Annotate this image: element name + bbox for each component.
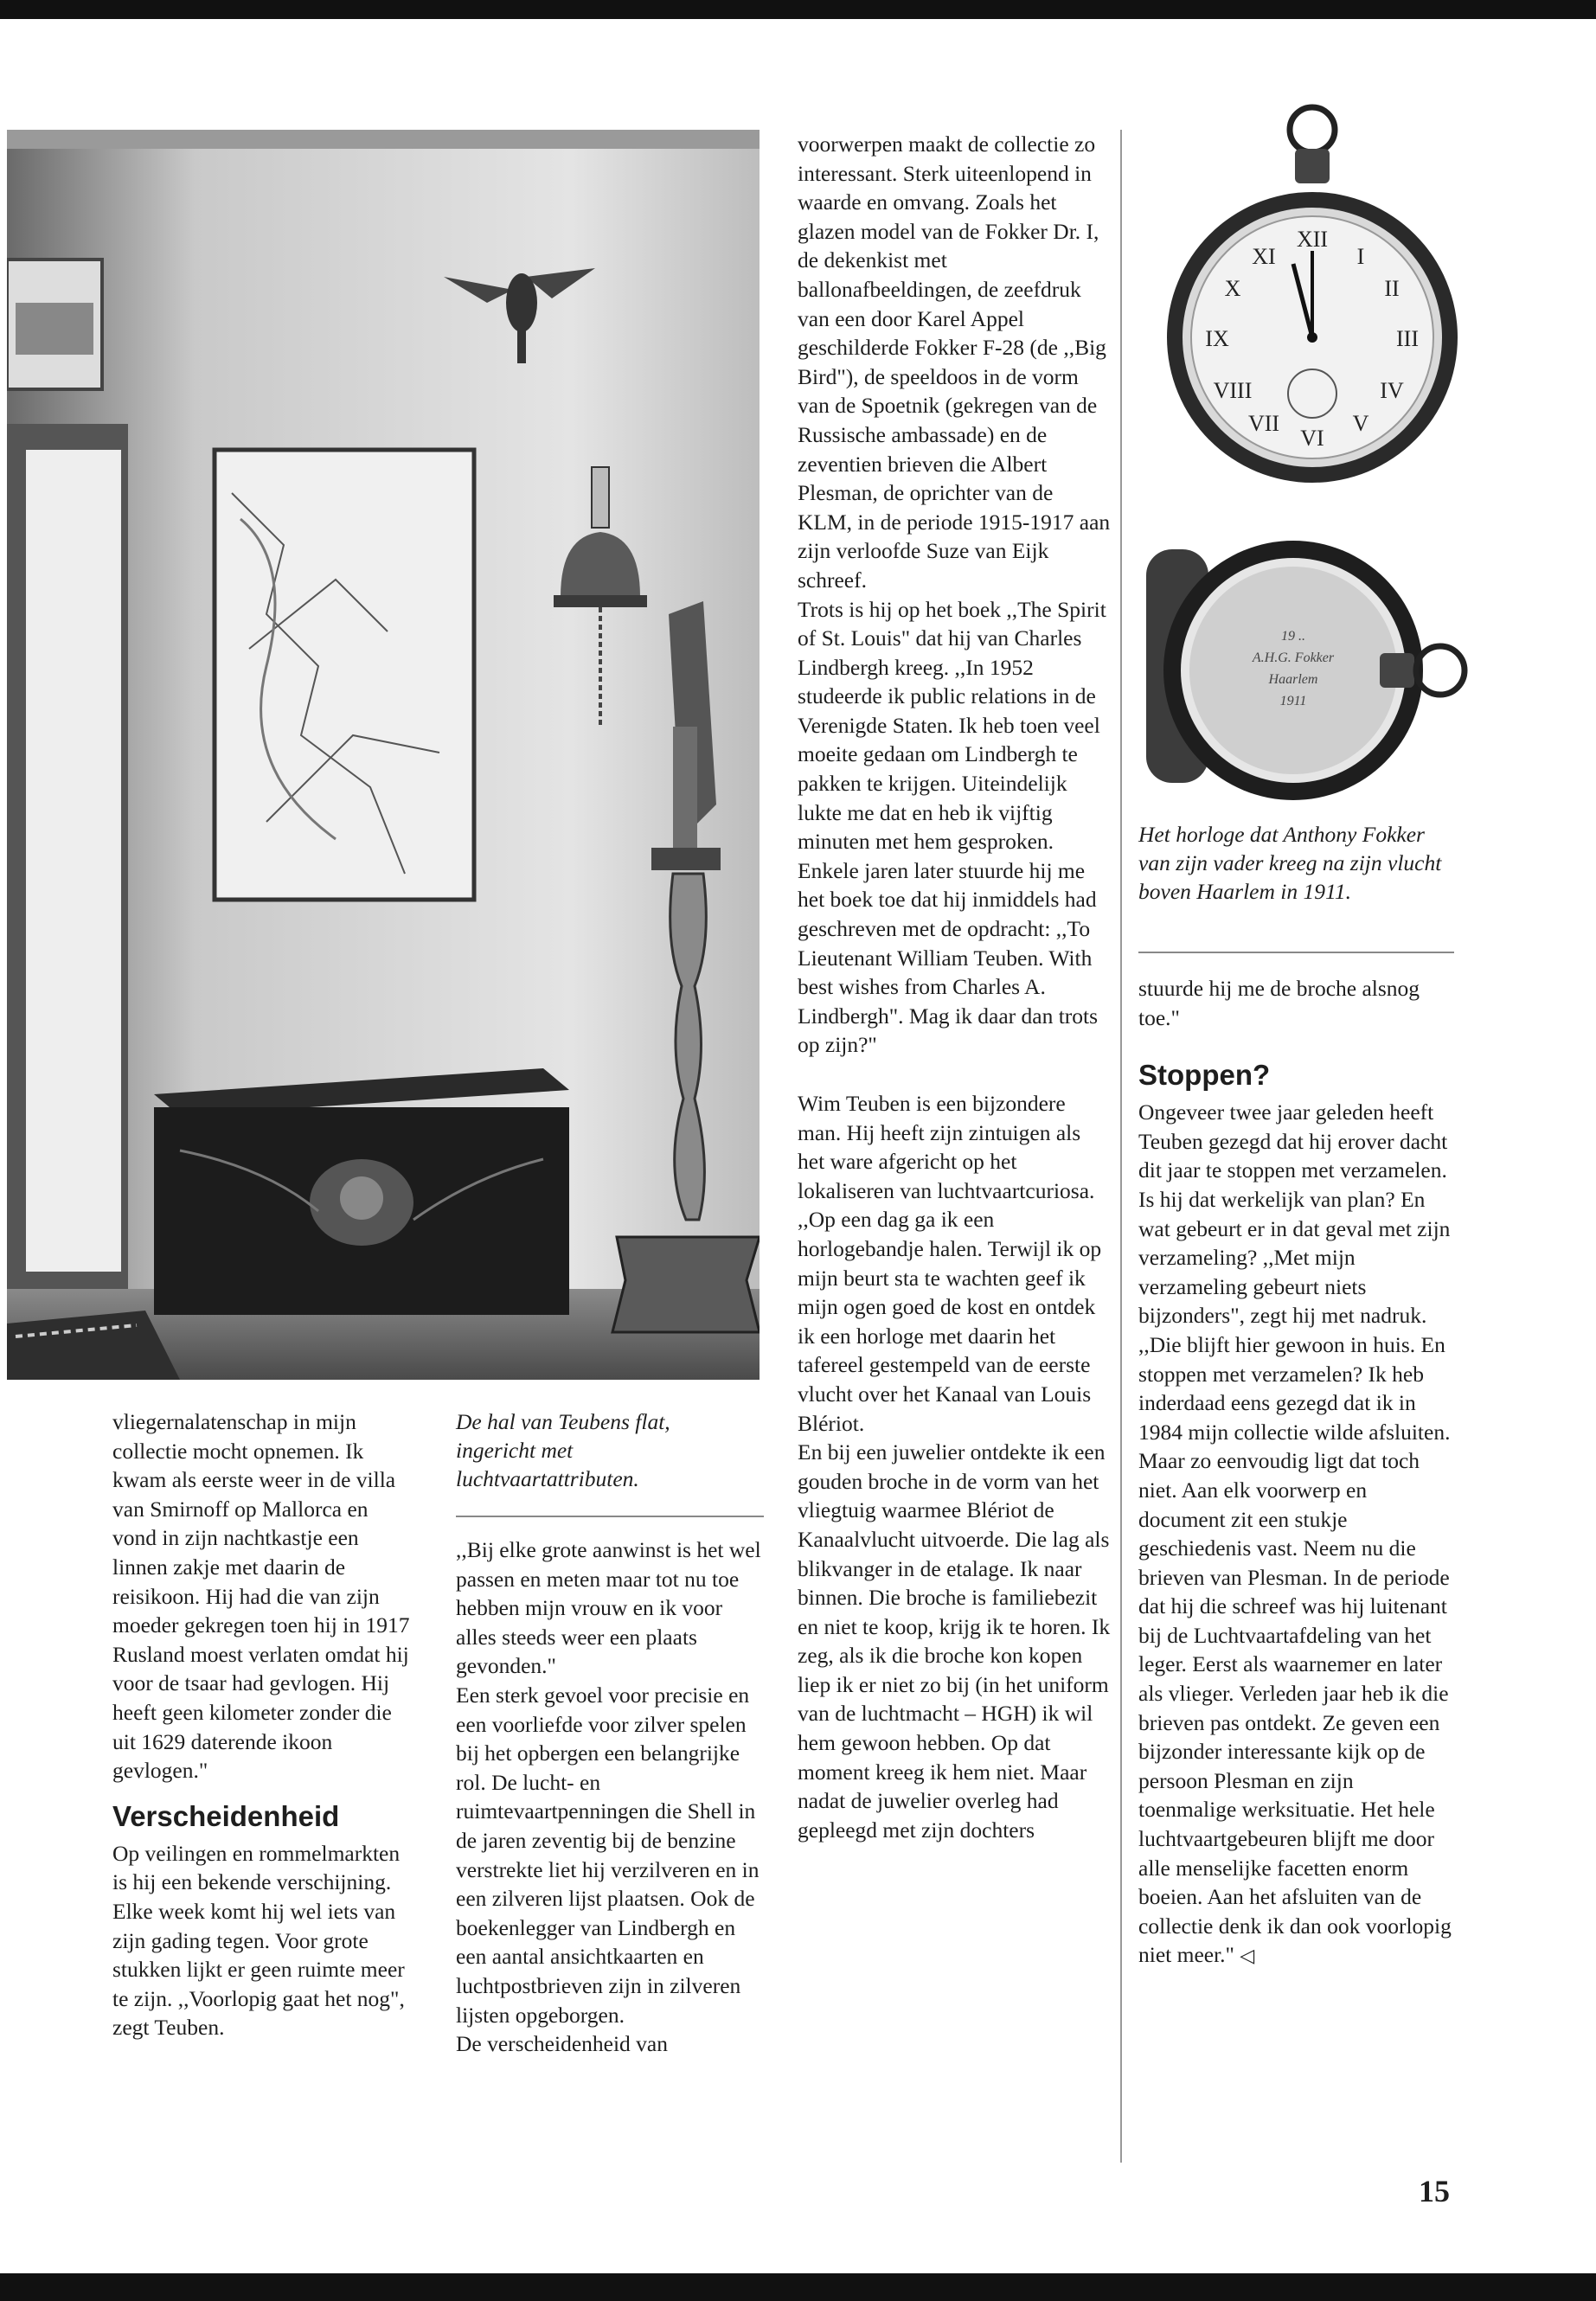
watch-caption: Het horloge dat Anthony Fokker van zijn vader kreeg na zijn vlucht boven Haarlem in 1911. bbox=[1138, 822, 1442, 904]
svg-text:IX: IX bbox=[1205, 326, 1229, 351]
column-divider bbox=[1120, 130, 1122, 2163]
column-3 bbox=[798, 130, 1111, 1844]
heading-verscheidenheid: Verscheidenheid bbox=[112, 1799, 340, 1832]
column-1 bbox=[112, 1407, 415, 2042]
engraving-line-1: 19 .. bbox=[1281, 629, 1305, 644]
photo-caption: De hal van Teubens flat, ingericht met luchtvaartattributen. bbox=[456, 1409, 670, 1491]
engraving-line-4: 1911 bbox=[1279, 694, 1307, 708]
engraving-line-2: A.H.G. Fokker bbox=[1252, 651, 1335, 665]
caption-divider bbox=[456, 1516, 764, 1517]
col2-paragraph-2: Een sterk gevoel voor precisie en een voorliefde voor zilver spelen bij het opbergen een belangrijke rol. De lucht- en ruimtevaartpenningen die Shell in de jaren zeventig bij de benzine verstrekte liet hij verzilveren en in een zilveren lijst plaatsen. Ook de boekenlegger van Lindbergh en een aantal ansichtkaarten en luchtpostbrieven zijn in zilveren lijsten opgeborgen. bbox=[456, 1682, 760, 2028]
col4-paragraph-2-text: Ongeveer twee jaar geleden heeft Teuben gezegd dat hij erover dacht dit jaar te stoppen met verzamelen. Is hij dat werkelijk van plan? En wat gebeurt er in dat geval met zijn verzameling? ,,Met mijn verzameling gebeurt niets bijzonders", zegt hij met nadruk. ,,Die blijft hier gewoon in huis. En stoppen met verzamelen? Ik heb inderdaad eens gezegd dat ik in 1984 mijn collectie wilde afsluiten. Maar zo eenvoudig ligt dat toch niet. Aan elk voorwerp en document zit een stukje geschiedenis vast. Neem nu die brieven van Plesman. In de periode dat hij die schreef was hij luitenant bij de Luchtvaartafdeling van het leger. Eerst als waarnemer en later als vlieger. Verleden jaar heb ik die brieven pas ontdekt. Ze geven een bijzonder interessante kijk op de persoon Plesman en zijn toenmalige werksituatie. Het hele luchtvaartgebeuren blijft me door alle menselijke facetten enorm boeien. Aan het afsluiten van de collectie denk ik dan ook voorlopig niet meer." bbox=[1138, 1099, 1452, 1968]
top-border bbox=[0, 0, 1596, 19]
col1-paragraph-2: Op veilingen en rommelmarkten is hij een bekende verschijning. Elke week komt hij wel iets van zijn gading tegen. Voor grote stukken lijkt er geen ruimte meer te zijn. ,,Voorlopig gaat het nog", zegt Teuben. bbox=[112, 1840, 405, 2041]
col3-paragraph-3: Wim Teuben is een bijzondere man. Hij heeft zijn zintuigen als het ware afgericht op het lokaliseren van luchtvaartcuriosa. ,,Op een dag ga ik een horlogebandje halen. Terwijl ik op mijn beurt sta te wachten geef ik mijn ogen goed de kost en ontdek ik een horloge met daarin het tafereel gestempeld van de eerste vlucht over het Kanaal van Louis Blériot. bbox=[798, 1091, 1102, 1436]
col3-paragraph-1: voorwerpen maakt de collectie zo interessant. Sterk uiteenlopend in waarde en omvang. Zoals het glazen model van de Fokker Dr. I, de dekenkist met ballonafbeeldingen, de zeefdruk van een door Karel Appel geschilderde Fokker F-28 (de ,,Big Bird"), de speeldoos in de vorm van de Spoetnik (gekregen van de Russische ambassade) en de zeventien brieven die Albert Plesman, de oprichter van de KLM, in de periode 1915-1917 aan zijn verloofde Suze van Eijk schreef. bbox=[798, 131, 1111, 593]
svg-text:V: V bbox=[1352, 411, 1369, 436]
svg-text:IV: IV bbox=[1380, 378, 1404, 403]
heading-stoppen: Stoppen? bbox=[1138, 1059, 1271, 1092]
end-mark-icon: ◁ bbox=[1240, 1945, 1255, 1968]
svg-text:VI: VI bbox=[1300, 426, 1324, 451]
col3-paragraph-2: Trots is hij op het boek ,,The Spirit of St. Louis" dat hij van Charles Lindbergh kreeg. ,,In 1952 studeerde ik public relations in de Verenigde Staten. Ik heb toen veel moeite gedaan om Lindbergh te pakken te krijgen. Uiteindelijk lukte me dat en heb ik vijftig minuten met hem gesproken. Enkele jaren later stuurde hij me het boek toe dat hij inmiddels had geschreven met de opdracht: ,,To Lieutenant William Teuben. With best wishes from Charles A. Lindbergh". Mag ik daar dan trots op zijn?" bbox=[798, 596, 1106, 1058]
page-number: 15 bbox=[1419, 2174, 1450, 2208]
column-4 bbox=[1138, 974, 1452, 1971]
bottom-border bbox=[0, 2273, 1596, 2301]
svg-text:III: III bbox=[1396, 326, 1419, 351]
svg-text:I: I bbox=[1356, 244, 1365, 269]
engraving-line-3: Haarlem bbox=[1268, 672, 1318, 687]
svg-text:X: X bbox=[1224, 276, 1241, 301]
col4-paragraph-2 bbox=[1138, 1098, 1452, 1971]
column-2 bbox=[456, 1535, 763, 2059]
col2-paragraph-3: De verscheidenheid van bbox=[456, 2031, 668, 2057]
svg-text:II: II bbox=[1384, 276, 1400, 301]
pocket-watch-face-photo bbox=[1163, 104, 1462, 515]
col4-paragraph-1: stuurde hij me de broche alsnog toe." bbox=[1138, 976, 1420, 1030]
col2-paragraph-1: ,,Bij elke grote aanwinst is het wel passen en meten maar tot nu toe hebben mijn vrouw en ik voor alles steeds weer een plaats gevonden." bbox=[456, 1537, 761, 1679]
hallway-photo bbox=[7, 130, 760, 1380]
col3-paragraph-4: En bij een juwelier ontdekte ik een gouden broche in de vorm van het vliegtuig waarmee Blériot de Kanaalvlucht uitvoerde. Die lag als blikvanger in de etalage. Ik naar binnen. Die broche is familiebezit en niet te koop, krijg ik te horen. Ik zeg, als ik die broche kon kopen liep ik er niet zo bij (in het uniform van de luchtmacht – HGH) ik wil hem gewoon hebben. Op dat moment kreeg ik hem niet. Maar nadat de juwelier overleg had gepleegd met zijn dochters bbox=[798, 1439, 1111, 1843]
svg-text:VII: VII bbox=[1247, 411, 1280, 436]
svg-text:VIII: VIII bbox=[1213, 378, 1253, 403]
svg-text:XII: XII bbox=[1296, 227, 1329, 252]
pocket-watch-back-photo bbox=[1146, 541, 1484, 817]
watch-caption-divider bbox=[1138, 952, 1454, 953]
svg-text:XI: XI bbox=[1252, 244, 1276, 269]
col1-paragraph-1: vliegernalatenschap in mijn collectie mocht opnemen. Ik kwam als eerste weer in de villa van Smirnoff op Mallorca en vond in zijn nachtkastje een linnen zakje met daarin de reisikoon. Hij had die van zijn moeder gekregen toen hij in 1917 Rusland moest verlaten omdat hij voor de tsaar had gevlogen. Hij heeft geen kilometer zonder die uit 1629 daterende ikoon gevlogen." bbox=[112, 1409, 410, 1784]
